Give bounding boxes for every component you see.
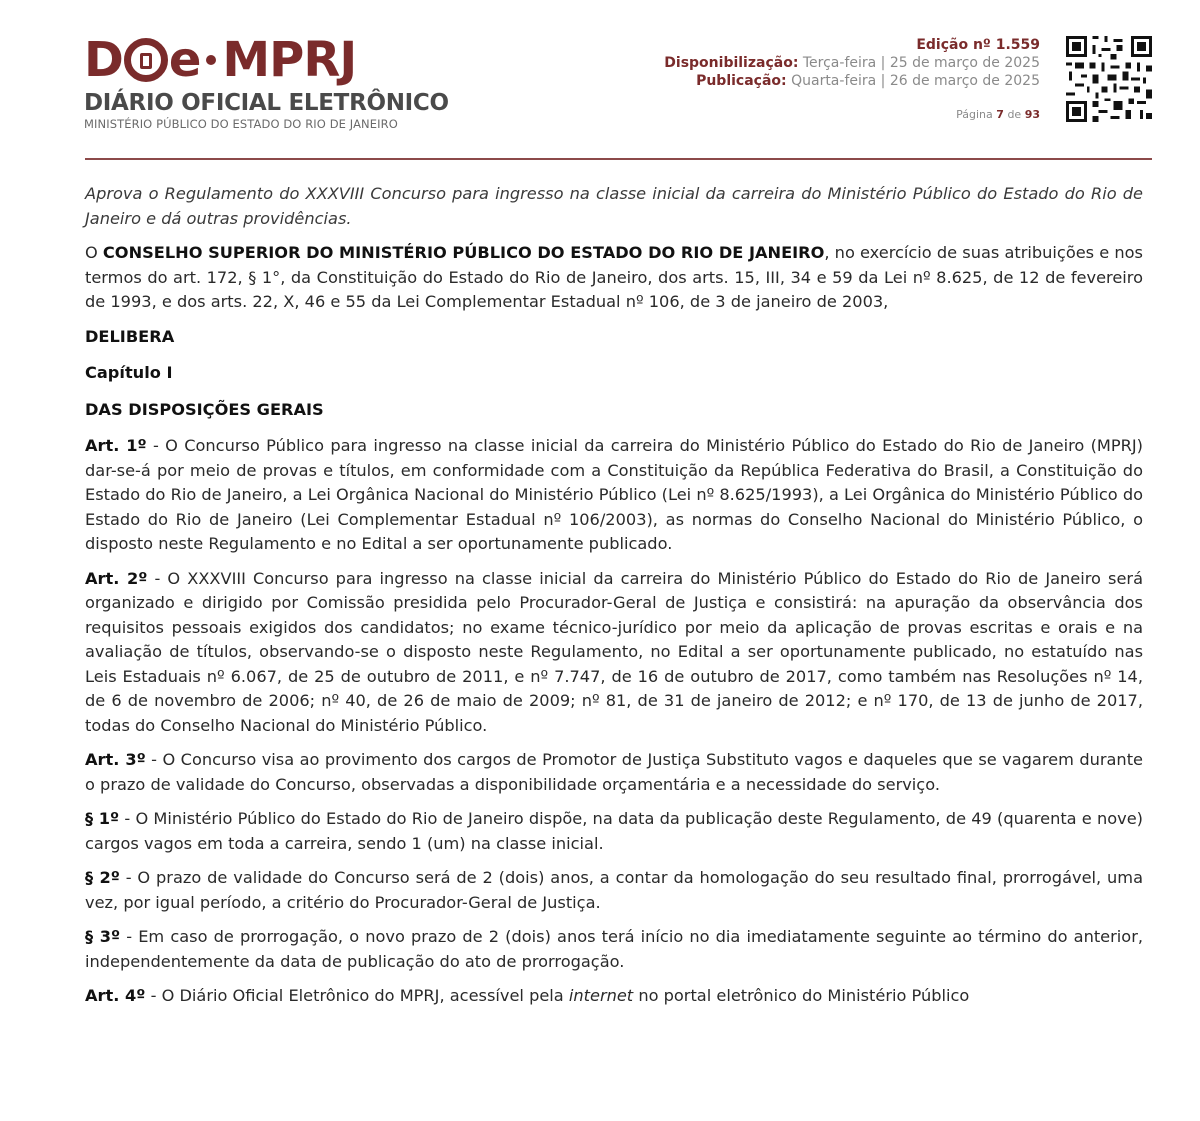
logo-letter-e: e [168, 32, 201, 88]
preamble-rest: , no exercício de suas atribuições e nos termos do art. 172, § 1°, da Constituição do Estado do Rio de Janeiro, dos arts. 15, III, 34 e 59 da Lei nº 8.625, de 12 de fevereiro de 1993, e dos arts. 22, X, 46 e 55 da Lei Complementar Estadual nº 106, de 3 de janeiro de 2003, [85, 243, 1143, 311]
availability-value: Terça-feira | 25 de março de 2025 [802, 55, 1040, 71]
logo-title: DIÁRIO OFICIAL ELETRÔNICO [84, 90, 449, 116]
publication-label: Publicação: [696, 73, 787, 89]
article-3-text: - O Concurso visa ao provimento dos cargos de Promotor de Justiça Substituto vagos e daqueles que se vagarem durante o prazo de validade do Concurso, observadas a disponibilidade orçamentária e a necessidade do serviço. [85, 750, 1143, 794]
paragraph-3-text: - Em caso de prorrogação, o novo prazo de 2 (dois) anos terá início no dia imediatamente seguinte ao término do anterior, independentemente da data de publicação do ato de prorrogação. [85, 927, 1143, 971]
article-2-text: - O XXXVIII Concurso para ingresso na classe inicial da carreira do Ministério Público do Estado do Rio de Janeiro será organizado e dirigido por Comissão presidida pelo Procurador-Geral de Justiça e consistirá: na apuração da observância dos requisitos pessoais exigidos dos candidatos; no exame técnico-jurídico por meio da aplicação de provas escritas e orais e na avaliação de títulos, observando-se o disposto neste Regulamento, no Edital a ser oportunamente publicado, no estatuído nas Leis Estaduais nº 6.067, de 25 de outubro de 2011, e nº 7.747, de 16 de outubro de 2017, como também nas Resoluções nº 14, de 6 de novembro de 2006; nº 40, de 26 de maio de 2009; nº 81, de 31 de janeiro de 2012; e nº 170, de 13 de junho de 2017, todas do Conselho Nacional do Ministério Público. [85, 568, 1143, 735]
availability-label: Disponibilização: [664, 55, 799, 71]
delibera-heading: DELIBERA [85, 326, 175, 346]
paragraph-2-label: § 2º [85, 868, 120, 887]
logo-wordmark [84, 34, 454, 86]
preamble [85, 241, 1143, 315]
paragraph-1-label: § 1º [85, 809, 120, 828]
logo-letter-d: D [84, 32, 123, 88]
article-1-label: Art. 1º [85, 436, 147, 455]
logo-subtitle: MINISTÉRIO PÚBLICO DO ESTADO DO RIO DE JANEIRO [84, 117, 398, 131]
availability-line [664, 54, 1040, 72]
header-divider [85, 158, 1152, 160]
publication-value: Quarta-feira | 26 de março de 2025 [791, 73, 1040, 89]
article-1-text: - O Concurso Público para ingresso na classe inicial da carreira do Ministério Público do Estado do Rio de Janeiro (MPRJ) dar-se-á por meio de provas e títulos, em conformidade com a Constituição da República Federativa do Brasil, a Constituição do Estado do Rio de Janeiro, a Lei Orgânica Nacional do Ministério Público (Lei nº 8.625/1993), a Lei Orgânica do Ministério Público do Estado do Rio de Janeiro (Lei Complementar Estadual nº 106/2003), as normas do Conselho Nacional do Ministério Público, o disposto neste Regulamento e no Edital a ser oportunamente publicado. [85, 436, 1144, 553]
article-3-label: Art. 3º [85, 750, 146, 769]
qr-code-icon[interactable] [1066, 36, 1152, 122]
paragraph-2-text: - O prazo de validade do Concurso será de 2 (dois) anos, a contar da homologação do seu resultado final, prorrogável, uma vez, por igual período, a critério do Procurador-Geral de Justiça. [85, 868, 1143, 912]
article-4-label: Art. 4º [85, 986, 146, 1005]
article-4 [85, 984, 1143, 1009]
article-4-internet: internet [568, 986, 634, 1005]
page-counter [664, 106, 1040, 124]
document-icon [124, 38, 168, 82]
logo-mprj: MPRJ [222, 32, 357, 88]
document-header [0, 0, 1200, 160]
page-current: 7 [996, 108, 1004, 121]
paragraph-3 [85, 925, 1143, 974]
paragraph-2 [85, 866, 1143, 915]
article-3 [85, 748, 1143, 797]
article-4-text-b: no portal eletrônico do Ministério Público [633, 986, 970, 1005]
logo-dot [206, 55, 216, 65]
publication-line [664, 72, 1040, 90]
page-mid: de [1007, 108, 1022, 121]
chapter-heading: Capítulo I [85, 363, 173, 382]
ementa: Aprova o Regulamento do XXXVIII Concurso para ingresso na classe inicial da carreira do Ministério Público do Estado do Rio de Janeiro e dá outras providências. [85, 184, 1143, 228]
paragraph-1 [85, 807, 1143, 856]
paragraph-3-label: § 3º [85, 927, 121, 946]
page-total: 93 [1024, 108, 1040, 121]
edition-number: Edição nº 1.559 [916, 37, 1040, 53]
paragraph-1-text: - O Ministério Público do Estado do Rio de Janeiro dispõe, na data da publicação deste Regulamento, de 49 (quarenta e nove) cargos vagos em toda a carreira, sendo 1 (um) na classe inicial. [85, 809, 1143, 853]
article-2 [85, 567, 1143, 739]
article-4-text-a: - O Diário Oficial Eletrônico do MPRJ, acessível pela [145, 986, 569, 1005]
document-body [85, 182, 1143, 1019]
article-1 [85, 434, 1143, 557]
chapter-title: DAS DISPOSIÇÕES GERAIS [85, 399, 324, 419]
page-prefix: Página [956, 108, 993, 121]
preamble-article: O [85, 243, 98, 262]
doe-mprj-logo [84, 34, 454, 134]
publication-meta [664, 36, 1040, 124]
preamble-council: CONSELHO SUPERIOR DO MINISTÉRIO PÚBLICO DO ESTADO DO RIO DE JANEIRO [102, 243, 825, 262]
article-2-label: Art. 2º [85, 568, 148, 588]
